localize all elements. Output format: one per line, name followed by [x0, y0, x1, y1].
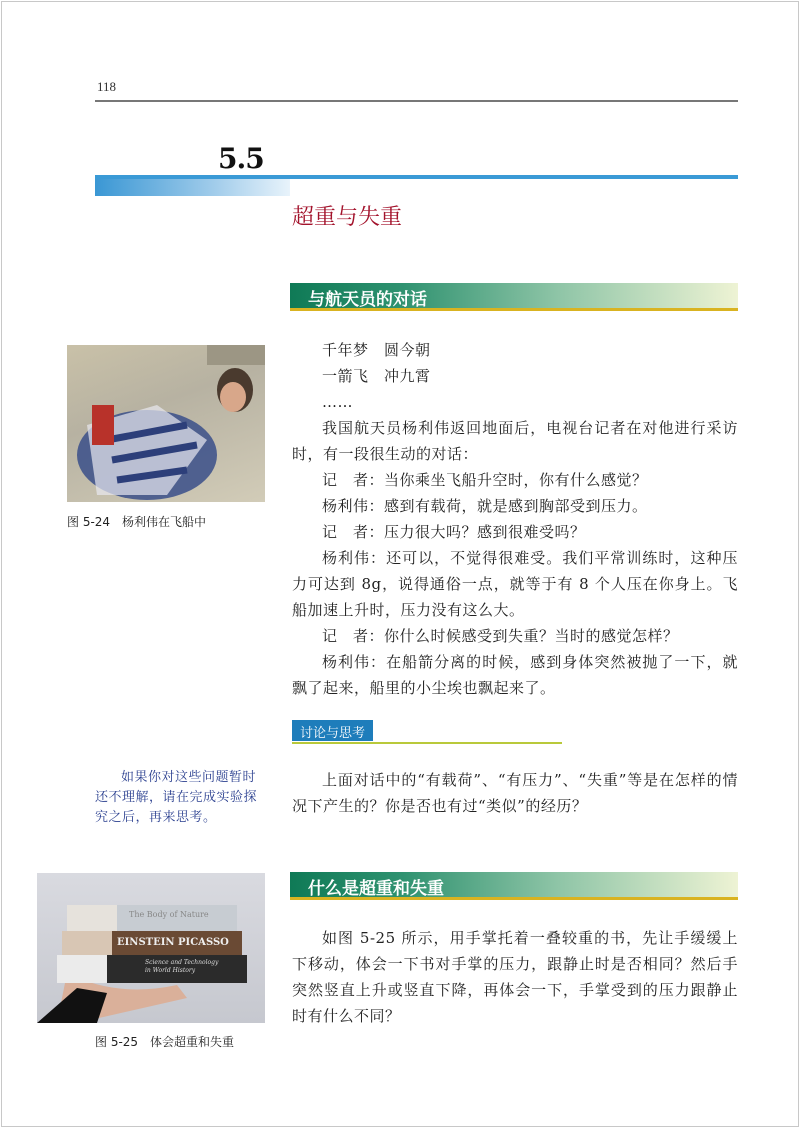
banner-overweight — [290, 872, 738, 900]
banner-dialogue — [290, 283, 738, 311]
section-title: 超重与失重 — [292, 205, 403, 230]
book-title-3: Science and Technology in World History — [145, 959, 219, 974]
section-number: 5.5 — [218, 142, 264, 175]
page-number: 118 — [97, 79, 117, 94]
discuss-heading — [292, 720, 562, 744]
poem-line: 一箭飞 冲九霄 — [322, 367, 431, 385]
discuss-text — [292, 767, 738, 819]
books-illustration — [37, 873, 265, 1023]
poem-line: 千年梦 圆今朝 — [322, 341, 431, 359]
dialogue-line: 杨利伟：还可以，不觉得很难受。我们平常训练时，这种压力可达到 8g，说得通俗一点，就等于有 8 个人压在你身上。飞船加速上升时，压力没有这么大。 — [292, 549, 738, 619]
discuss-label: 讨论与思考 — [292, 720, 373, 741]
header-rule — [95, 100, 738, 102]
ellipsis: …… — [322, 393, 353, 411]
books-photo — [37, 873, 265, 1023]
astronaut-photo — [67, 345, 265, 502]
figure-1-caption: 图 5-24 杨利伟在飞船中 — [67, 515, 207, 529]
intro-paragraph: 我国航天员杨利伟返回地面后，电视台记者在对他进行采访时，有一段很生动的对话： — [292, 419, 738, 463]
dialogue-line: 杨利伟：感到有载荷，就是感到胸部受到压力。 — [322, 497, 648, 515]
dialogue-line: 记 者：当你乘坐飞船升空时，你有什么感觉？ — [322, 471, 648, 489]
banner-dialogue-label: 与航天员的对话 — [308, 290, 427, 310]
dialogue-line: 杨利伟：在船箭分离的时候，感到身体突然被抛了一下，就飘了起来，船里的小尘埃也飘起来了。 — [292, 653, 738, 697]
dialogue-line: 记 者：你什么时候感受到失重？当时的感觉怎样？ — [322, 627, 679, 645]
banner-overweight-label: 什么是超重和失重 — [308, 879, 444, 899]
astronaut-illustration — [67, 345, 265, 502]
experiment-paragraph: 如图 5-25 所示，用手掌托着一叠较重的书，先让手缓缓上下移动，体会一下书对手掌的压力，跟静止时是否相同？然后手突然竖直上升或竖直下降，再体会一下，手掌受到的压力跟静止时有什么不同？ — [292, 929, 738, 1025]
book-title-1: The Body of Nature — [129, 910, 209, 919]
dialogue-line: 记 者：压力很大吗？感到很难受吗？ — [322, 523, 586, 541]
side-note — [95, 768, 267, 828]
dialogue-text — [292, 337, 738, 701]
side-note-text: 如果你对这些问题暂时还不理解，请在完成实验探究之后，再来思考。 — [95, 770, 258, 825]
experiment-text — [292, 925, 738, 1029]
book-title-2: EINSTEIN PICASSO — [117, 937, 229, 948]
figure-2-caption: 图 5-25 体会超重和失重 — [95, 1035, 235, 1049]
section-gradient-bar — [95, 179, 290, 196]
discuss-question: 上面对话中的“有载荷”、“有压力”、“失重”等是在怎样的情况下产生的？你是否也有过“类似”的经历？ — [292, 771, 738, 815]
